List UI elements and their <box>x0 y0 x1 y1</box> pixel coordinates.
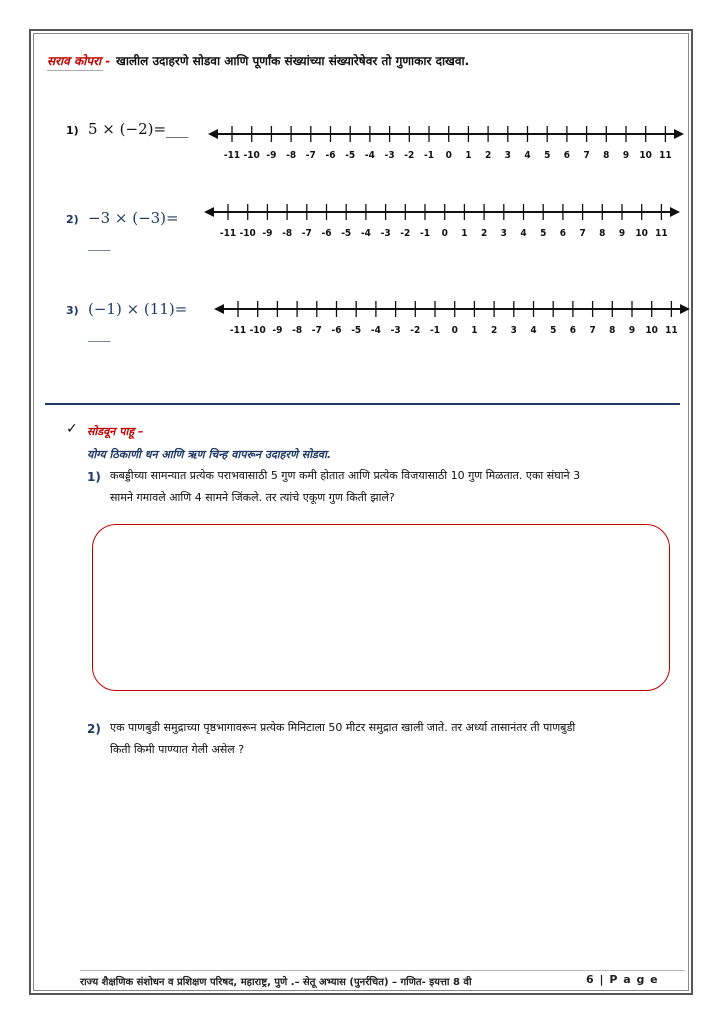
tick-label: 4 <box>530 325 537 336</box>
tick-label: -7 <box>305 150 316 161</box>
practice-corner-underline <box>47 70 103 71</box>
answer-box[interactable] <box>92 524 670 691</box>
question-2-line-2: किती किमी पाण्यात गेली असेल ? <box>110 743 245 756</box>
tick-label: 0 <box>451 325 458 336</box>
tick-label: -7 <box>311 325 322 336</box>
tick-label: 7 <box>583 150 590 161</box>
tick-label: -2 <box>400 228 411 239</box>
tick-label: 1 <box>465 150 472 161</box>
tick-label: 8 <box>603 150 610 161</box>
footer-rule <box>80 970 685 971</box>
page-number: 6 | P a g e <box>586 973 659 986</box>
tick-label: 6 <box>563 150 571 161</box>
left-arrow-icon <box>208 129 218 139</box>
tick-label: -3 <box>390 325 401 336</box>
tick-label: 4 <box>524 150 531 161</box>
tick-label: 5 <box>540 228 547 239</box>
number-line-1 <box>208 118 688 168</box>
tick-label: -7 <box>301 228 312 239</box>
tick-label: 7 <box>579 228 586 239</box>
tick-label: 9 <box>628 325 636 336</box>
tick-label: -5 <box>345 150 356 161</box>
tick-label: 10 <box>639 150 652 161</box>
tick-label: -3 <box>380 228 391 239</box>
tick-label: 8 <box>599 228 606 239</box>
tick-label: -10 <box>239 228 256 239</box>
tick-label: -10 <box>243 150 260 161</box>
tick-label: -2 <box>404 150 415 161</box>
tick-label: -9 <box>272 325 283 336</box>
question-1-number: 1) <box>87 470 101 484</box>
tick-label: -11 <box>219 228 237 239</box>
section2-subtitle: योग्य ठिकाणी धन आणि ऋण चिन्ह वापरून उदाहरणे सोडवा. <box>87 448 332 461</box>
tick-label: 2 <box>480 228 488 239</box>
tick-label: -9 <box>262 228 273 239</box>
tick-label: -6 <box>325 150 336 161</box>
tick-label: 0 <box>441 228 448 239</box>
problem-2-blank: ___ <box>88 233 111 251</box>
tick-label: -1 <box>424 150 434 161</box>
problem-3-blank: ___ <box>88 324 111 342</box>
tick-label: 4 <box>520 228 527 239</box>
page-border-inner <box>33 33 689 991</box>
tick-label: -11 <box>223 150 241 161</box>
tick-label: 11 <box>655 228 668 239</box>
tick-label: 9 <box>622 150 630 161</box>
question-1-line-2: सामने गमावले आणि 4 सामने जिंकले. तर त्यांचे एकूण गुण किती झाले? <box>110 491 395 504</box>
tick-label: -11 <box>229 325 247 336</box>
tick-label: 6 <box>559 228 567 239</box>
practice-corner-label: सराव कोपरा - <box>47 54 111 68</box>
right-arrow-icon <box>680 304 690 314</box>
question-2-line-1: एक पाणबुडी समुद्राच्या पृष्ठभागावरून प्रत्येक मिनिटाला 50 मीटर समुद्रात खाली जाते. तर अर्ध्या तासानंतर ती पाणबुडी <box>110 721 576 734</box>
tick-label: -4 <box>360 228 371 239</box>
tick-label: -3 <box>384 150 395 161</box>
problem-1-expression: 5 × (−2)= <box>88 120 167 138</box>
tick-label: -10 <box>249 325 266 336</box>
left-arrow-icon <box>214 304 224 314</box>
right-arrow-icon <box>670 207 680 217</box>
number-line-2 <box>204 196 684 246</box>
problem-2-expression: −3 × (−3)= <box>88 209 179 227</box>
tick-label: 9 <box>618 228 626 239</box>
tick-label: -8 <box>292 325 303 336</box>
tick-label: -5 <box>351 325 362 336</box>
question-2-text <box>110 717 575 761</box>
tick-label: -6 <box>321 228 332 239</box>
tick-label: 6 <box>569 325 577 336</box>
practice-instruction: खालील उदाहरणे सोडवा आणि पूर्णांक संख्यांच्या संख्यारेषेवर तो गुणाकार दाखवा. <box>116 54 470 68</box>
problem-3-expression: (−1) × (11)= <box>88 300 188 318</box>
tick-label: 3 <box>510 325 517 336</box>
section2-title: सोडवून पाहू – <box>87 425 144 438</box>
problem-1-number: 1) <box>66 124 79 137</box>
tick-label: 3 <box>504 150 511 161</box>
question-1-line-1: कबड्डीच्या सामन्यात प्रत्येक पराभवासाठी 5 गुण कमी होतात आणि प्रत्येक विजयासाठी 10 गुण मिळतात. एका संघाने 3 <box>110 469 581 482</box>
tick-label: -8 <box>286 150 297 161</box>
tick-label: 3 <box>500 228 507 239</box>
tick-label: 5 <box>550 325 557 336</box>
tick-label: -4 <box>364 150 375 161</box>
tick-label: 0 <box>445 150 452 161</box>
tick-label: 5 <box>544 150 551 161</box>
tick-label: 2 <box>484 150 492 161</box>
tick-label: -8 <box>282 228 293 239</box>
check-mark-icon: ✓ <box>66 421 78 437</box>
problem-3-number: 3) <box>66 304 79 317</box>
tick-label: 2 <box>490 325 498 336</box>
tick-label: 11 <box>665 325 678 336</box>
tick-label: 10 <box>635 228 648 239</box>
tick-label: -4 <box>370 325 381 336</box>
number-line-3 <box>214 293 694 343</box>
problem-1-blank: ___ <box>166 120 189 138</box>
footer-text: राज्य शैक्षणिक संशोधन व प्रशिक्षण परिषद, महाराष्ट्र, पुणे .– सेतू अभ्यास (पुनर्रचित) – गणित- इयत्ता 8 वी <box>80 977 472 988</box>
tick-label: 1 <box>471 325 478 336</box>
tick-label: -2 <box>410 325 421 336</box>
left-arrow-icon <box>204 207 214 217</box>
question-1-text <box>110 465 580 509</box>
question-2-number: 2) <box>87 722 101 736</box>
tick-label: -5 <box>341 228 352 239</box>
tick-label: -1 <box>430 325 440 336</box>
tick-label: 11 <box>659 150 672 161</box>
right-arrow-icon <box>674 129 684 139</box>
problem-2-number: 2) <box>66 213 79 226</box>
tick-label: 1 <box>461 228 468 239</box>
section-divider <box>45 403 680 405</box>
tick-label: -6 <box>331 325 342 336</box>
tick-label: -1 <box>420 228 430 239</box>
tick-label: 8 <box>609 325 616 336</box>
tick-label: -9 <box>266 150 277 161</box>
tick-label: 7 <box>589 325 596 336</box>
tick-label: 10 <box>645 325 658 336</box>
